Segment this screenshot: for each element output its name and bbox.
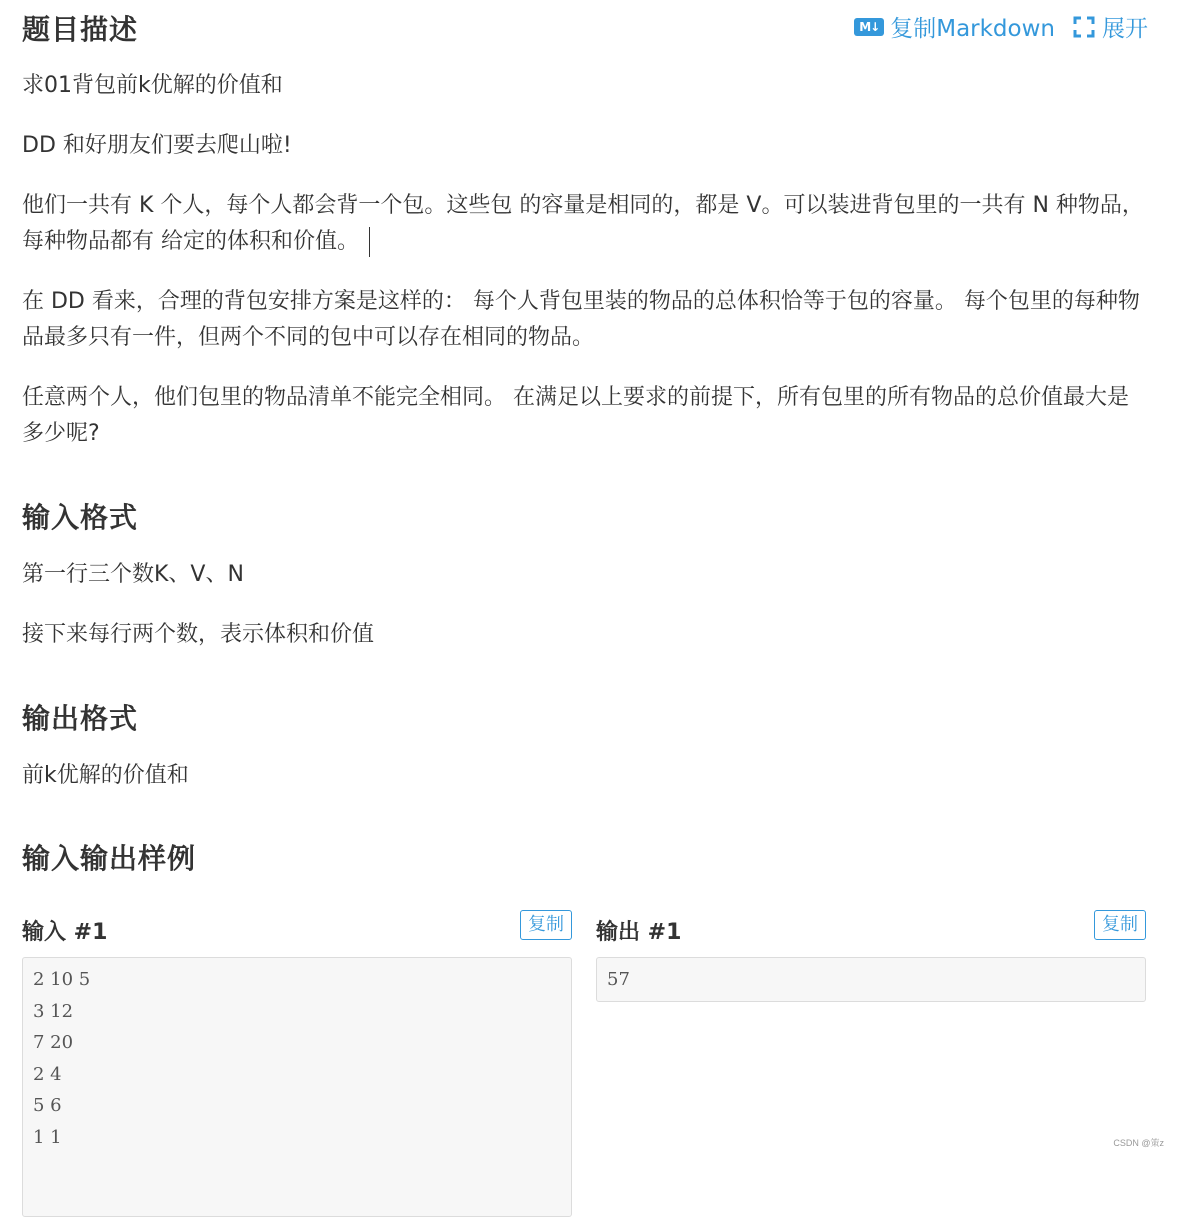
code-line: 57 [607, 969, 630, 990]
description-paragraph-4: 在 DD 看来，合理的背包安排方案是这样的： 每个人背包里装的物品的总体积恰等于包的容量。 每个包里的每种物品最多只有一件，但两个不同的包中可以存在相同的物品。 [22, 289, 1140, 350]
description-paragraph-5: 任意两个人，他们包里的物品清单不能完全相同。 在满足以上要求的前提下，所有包里的所有物品的总价值最大是多少呢? [22, 385, 1129, 446]
output-format-line-1: 前k优解的价值和 [22, 763, 189, 788]
description-paragraph-2: DD 和好朋友们要去爬山啦! [22, 133, 292, 158]
sample-input-code[interactable] [22, 957, 572, 1217]
expand-button[interactable] [1073, 10, 1148, 43]
sample-output-panel [596, 908, 1146, 1002]
input-format-heading: 输入格式 [22, 501, 139, 534]
sample-input-title: 输入 #1 [22, 920, 108, 945]
text-cursor [369, 227, 370, 257]
code-line: 3 12 [33, 1000, 74, 1022]
expand-label: 展开 [1102, 16, 1148, 42]
code-line: 2 10 5 [33, 969, 91, 990]
description-paragraph-3-text: 他们一共有 K 个人，每个人都会背一个包。这些包 的容量是相同的，都是 V。可以装进背包里的一共有 N 种物品，每种物品都有 给定的体积和价值。 [22, 193, 1144, 254]
markdown-icon: M↓ [854, 18, 884, 36]
copy-markdown-label: 复制Markdown [890, 16, 1055, 42]
expand-icon [1073, 16, 1095, 38]
sample-output-header [596, 908, 1146, 952]
code-line: 2 4 [33, 1063, 62, 1085]
description-heading: 题目描述 [22, 13, 139, 46]
sample-input-header [22, 908, 572, 952]
sample-output-title: 输出 #1 [596, 920, 682, 945]
watermark: CSDN @策z [1113, 1138, 1164, 1148]
description-paragraph-1: 求01背包前k优解的价值和 [22, 73, 283, 98]
input-format-line-1: 第一行三个数K、V、N [22, 562, 244, 587]
output-format-heading: 输出格式 [22, 702, 139, 735]
code-line: 1 1 [33, 1126, 62, 1148]
input-format-line-2: 接下来每行两个数，表示体积和价值 [22, 622, 375, 647]
sample-input-panel [22, 908, 572, 1217]
header-bar [22, 0, 1148, 52]
sample-output-code[interactable] [596, 957, 1146, 1002]
description-paragraph-3 [22, 188, 1148, 260]
code-line: 7 20 [33, 1032, 74, 1053]
code-line: 5 6 [33, 1095, 62, 1116]
samples-heading: 输入输出样例 [22, 842, 197, 875]
copy-markdown-button[interactable] [854, 10, 1055, 43]
copy-output-button[interactable]: 复制 [1094, 910, 1146, 940]
header-actions [854, 10, 1148, 43]
copy-input-button[interactable]: 复制 [520, 910, 572, 940]
